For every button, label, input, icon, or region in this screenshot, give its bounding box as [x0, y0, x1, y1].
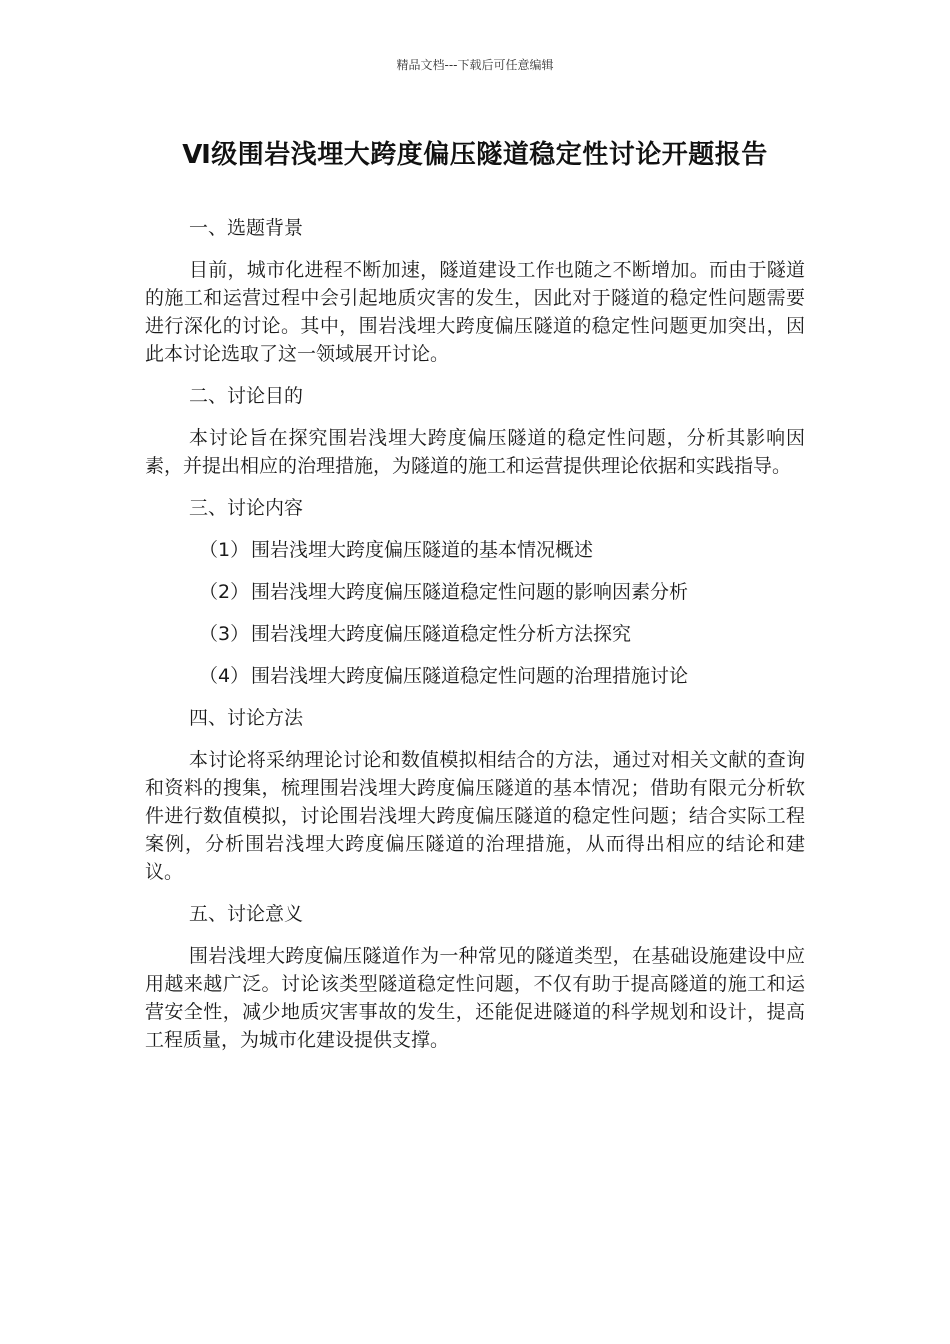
list-item-number: （2）: [199, 581, 250, 603]
section-heading-method: 四、讨论方法: [189, 707, 304, 729]
list-item-number: （3）: [199, 623, 250, 645]
header-note: 精品文档---下载后可任意编辑: [396, 58, 554, 72]
section-paragraph-purpose: 本讨论旨在探究围岩浅埋大跨度偏压隧道的稳定性问题，分析其影响因素，并提出相应的治理措施，为隧道的施工和运营提供理论依据和实践指导。: [145, 427, 805, 477]
list-item: [145, 578, 805, 606]
list-item-number: （4）: [199, 665, 250, 687]
document-title: Ⅵ级围岩浅埋大跨度偏压隧道稳定性讨论开题报告: [182, 140, 768, 170]
document-body: [145, 214, 805, 1068]
section-paragraph-background: 目前，城市化进程不断加速，隧道建设工作也随之不断增加。而由于隧道的施工和运营过程中会引起地质灾害的发生，因此对于隧道的稳定性问题需要进行深化的讨论。其中，围岩浅埋大跨度偏压隧道的稳定性问题更加突出，因此本讨论选取了这一领域展开讨论。: [145, 259, 805, 365]
list-item-text: 围岩浅埋大跨度偏压隧道的基本情况概述: [251, 539, 594, 561]
section-heading-significance: 五、讨论意义: [189, 903, 304, 925]
list-item-text: 围岩浅埋大跨度偏压隧道稳定性问题的影响因素分析: [251, 581, 689, 603]
section-heading-background: 一、选题背景: [189, 217, 304, 239]
list-item-text: 围岩浅埋大跨度偏压隧道稳定性分析方法探究: [251, 623, 632, 645]
section-heading-purpose: 二、讨论目的: [189, 385, 304, 407]
list-item: [145, 620, 805, 648]
section-paragraph-method: 本讨论将采纳理论讨论和数值模拟相结合的方法，通过对相关文献的查询和资料的搜集，梳理围岩浅埋大跨度偏压隧道的基本情况；借助有限元分析软件进行数值模拟，讨论围岩浅埋大跨度偏压隧道的稳定性问题；结合实际工程案例，分析围岩浅埋大跨度偏压隧道的治理措施，从而得出相应的结论和建议。: [145, 749, 805, 883]
section-heading-content: 三、讨论内容: [189, 497, 304, 519]
list-item-number: （1）: [199, 539, 250, 561]
list-item-text: 围岩浅埋大跨度偏压隧道稳定性问题的治理措施讨论: [251, 665, 689, 687]
section-paragraph-significance: 围岩浅埋大跨度偏压隧道作为一种常见的隧道类型，在基础设施建设中应用越来越广泛。讨论该类型隧道稳定性问题，不仅有助于提高隧道的施工和运营安全性，减少地质灾害事故的发生，还能促进隧道的科学规划和设计，提高工程质量，为城市化建设提供支撑。: [145, 945, 805, 1051]
list-item: [145, 662, 805, 690]
list-item: [145, 536, 805, 564]
